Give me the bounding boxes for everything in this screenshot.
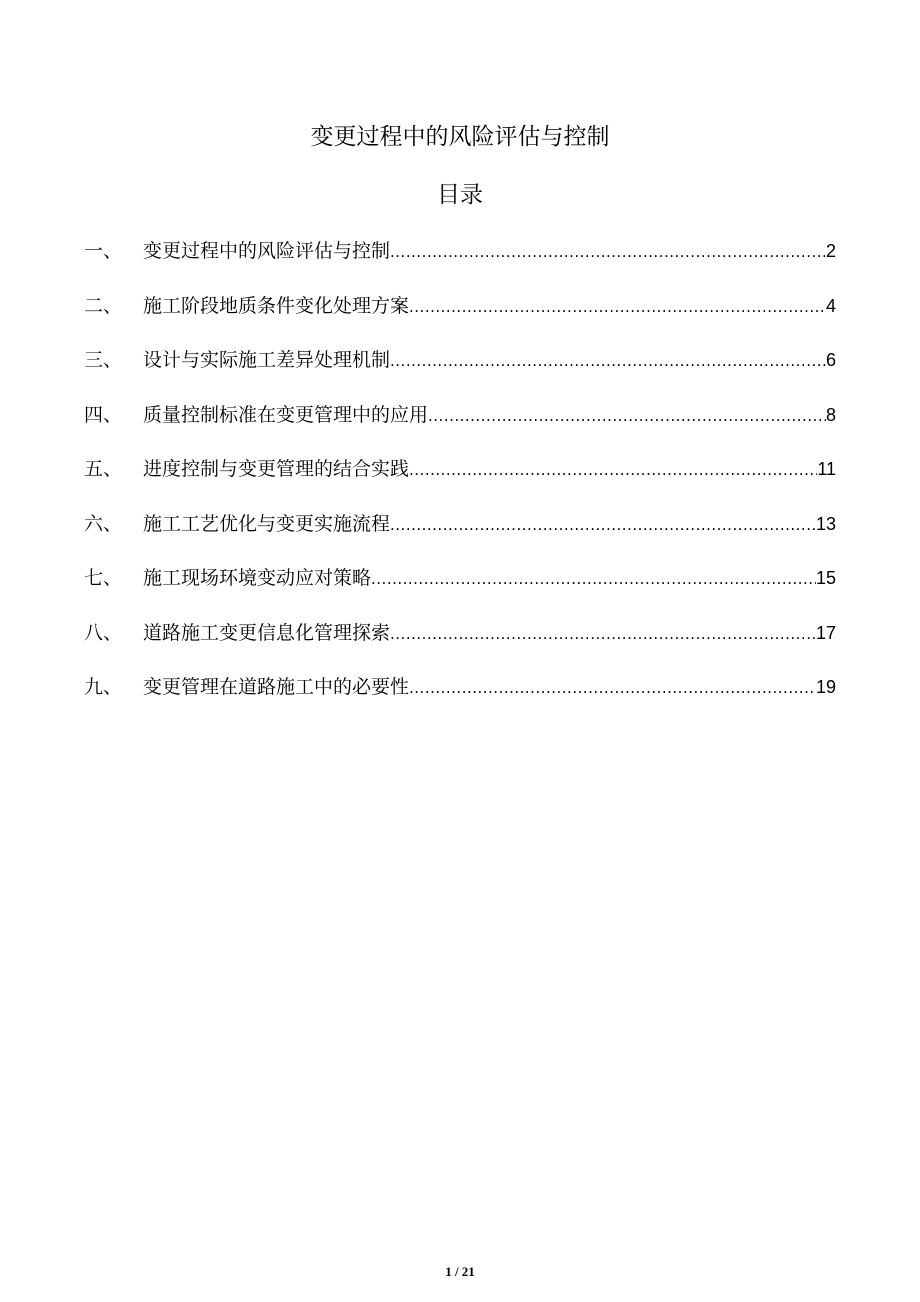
toc-entry-number: 五、 — [84, 458, 123, 480]
toc-entry-page: 4 — [825, 295, 836, 316]
toc-dot-leader — [409, 290, 826, 324]
toc-dot-leader — [409, 453, 817, 487]
toc-entry-page: 15 — [815, 568, 836, 588]
toc-dot-leader — [428, 399, 826, 433]
toc-entry-7[interactable] — [84, 561, 836, 616]
toc-heading: 目录 — [437, 182, 483, 208]
toc-entry-2[interactable] — [84, 289, 836, 344]
toc-entry-title[interactable]: 施工现场环境变动应对策略 — [143, 567, 372, 589]
toc-entry-number: 九、 — [84, 676, 123, 698]
page-number: 1 / 21 — [445, 1264, 475, 1279]
toc-dot-leader — [390, 617, 816, 651]
toc-entry-title[interactable]: 设计与实际施工差异处理机制 — [143, 349, 391, 371]
toc-entry-number: 二、 — [84, 294, 123, 317]
toc-dot-leader — [409, 671, 816, 705]
toc-entry-5[interactable] — [84, 452, 836, 507]
toc-entry-number: 一、 — [84, 240, 123, 262]
toc-entry-title[interactable]: 施工工艺优化与变更实施流程 — [143, 512, 391, 535]
toc-entry-page: 2 — [825, 241, 836, 261]
table-of-contents — [84, 234, 836, 725]
toc-entry-number: 三、 — [84, 349, 123, 371]
toc-entry-title[interactable]: 进度控制与变更管理的结合实践 — [143, 458, 410, 480]
toc-entry-3[interactable] — [84, 343, 836, 398]
document-title: 变更过程中的风险评估与控制 — [310, 124, 610, 150]
toc-entry-6[interactable] — [84, 507, 836, 562]
toc-entry-page: 8 — [825, 404, 836, 425]
toc-entry-title[interactable]: 道路施工变更信息化管理探索 — [143, 621, 391, 644]
toc-entry-9[interactable] — [84, 670, 836, 725]
toc-dot-leader — [390, 235, 826, 269]
toc-entry-1[interactable] — [84, 234, 836, 289]
toc-entry-page: 6 — [825, 350, 836, 370]
toc-entry-title[interactable]: 变更过程中的风险评估与控制 — [143, 240, 391, 262]
toc-entry-title[interactable]: 质量控制标准在变更管理中的应用 — [143, 403, 429, 426]
toc-entry-8[interactable] — [84, 616, 836, 671]
toc-entry-page: 17 — [815, 622, 836, 643]
toc-entry-number: 八、 — [84, 621, 123, 644]
toc-entry-title[interactable]: 施工阶段地质条件变化处理方案 — [143, 294, 410, 317]
toc-entry-4[interactable] — [84, 398, 836, 453]
toc-entry-page: 13 — [815, 513, 836, 534]
toc-entry-page: 19 — [815, 677, 836, 697]
toc-entry-title[interactable]: 变更管理在道路施工中的必要性 — [143, 676, 410, 698]
toc-entry-page: 11 — [817, 459, 836, 479]
toc-entry-number: 四、 — [84, 403, 123, 426]
toc-dot-leader — [390, 508, 816, 542]
toc-entry-number: 七、 — [84, 567, 123, 589]
toc-dot-leader — [371, 562, 816, 596]
toc-dot-leader — [390, 344, 826, 378]
toc-entry-number: 六、 — [84, 512, 123, 535]
